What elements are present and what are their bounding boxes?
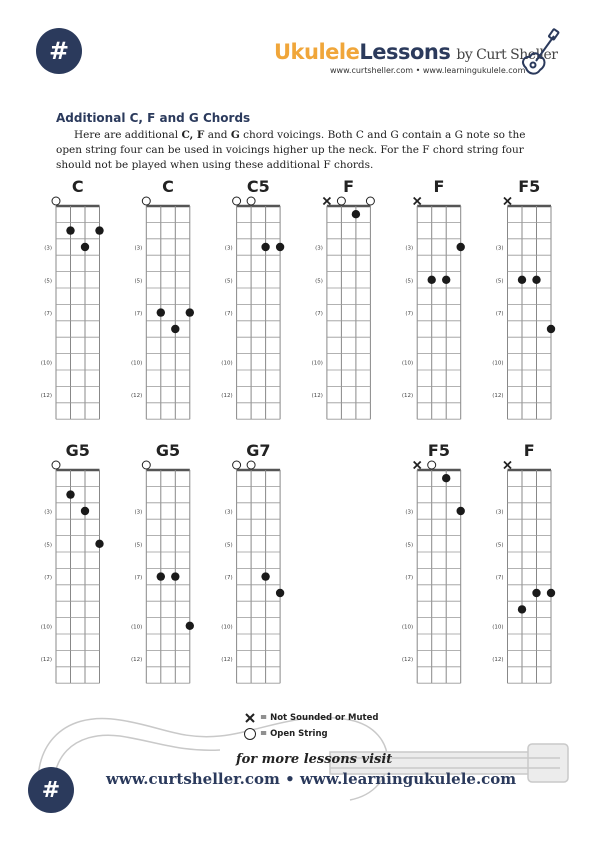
finger-dot [532, 276, 540, 284]
fret-number-label: (3) [405, 245, 414, 252]
finger-dot [261, 572, 269, 580]
finger-dot [457, 243, 465, 251]
fret-number-label: (5) [134, 278, 143, 285]
legend-open-row [242, 726, 378, 742]
fret-number-label: (10) [401, 624, 414, 631]
fret-number-label: (12) [401, 657, 414, 664]
intro-text-run: chord voicings. Both C and G contain a G note so the open string four can be used in voicings higher up the neck. For the F chord string four should not be played when using these additional F chords. [56, 129, 526, 171]
open-string-marker [233, 461, 241, 469]
open-string-marker [428, 461, 436, 469]
legend-muted-row [242, 710, 378, 726]
fret-number-label: (7) [224, 311, 233, 318]
finger-dot [95, 226, 103, 234]
finger-dot [81, 243, 89, 251]
fret-number-label: (10) [40, 360, 52, 367]
fret-number-label: (5) [224, 278, 233, 285]
open-string-marker [52, 461, 60, 469]
fret-number-label: (3) [224, 509, 233, 516]
fret-number-label: (7) [405, 311, 414, 318]
chord-diagram [131, 441, 194, 683]
fret-number-label: (10) [131, 360, 143, 367]
chord-diagram [492, 177, 555, 419]
fret-number-label: (7) [44, 575, 52, 582]
fret-number-label: (12) [492, 657, 504, 664]
finger-dot [171, 572, 179, 580]
fret-number-label: (7) [224, 575, 233, 582]
chord-diagram [402, 441, 465, 683]
chord-name: F5 [427, 441, 450, 460]
chord-name: G5 [65, 441, 90, 460]
open-string-marker [337, 197, 345, 205]
open-circle-icon [242, 727, 258, 741]
chord-name: F [523, 441, 535, 460]
ukulele-watermark-icon [0, 680, 595, 810]
legend [242, 710, 378, 742]
chord-name: G7 [246, 441, 271, 460]
intro-text-run: C, F [181, 129, 205, 141]
finger-dot [352, 210, 360, 218]
intro-text-run: and [204, 129, 231, 141]
fret-number-label: (5) [315, 278, 323, 285]
fret-number-label: (5) [495, 278, 504, 285]
open-string-marker [142, 197, 150, 205]
fret-number-label: (12) [131, 657, 143, 664]
open-string-marker [366, 197, 374, 205]
chord-name: F [433, 177, 445, 196]
chord-name: G5 [155, 441, 181, 460]
fret-number-label: (3) [44, 509, 52, 516]
fret-number-label: (3) [224, 245, 233, 252]
fret-number-label: (3) [495, 245, 504, 252]
open-string-marker [247, 197, 255, 205]
fret-number-label: (7) [134, 575, 143, 582]
intro-text-run: Here are additional [74, 129, 182, 141]
open-string-marker [233, 197, 241, 205]
fret-number-label: (7) [315, 311, 323, 318]
fret-number-label: (10) [311, 360, 323, 367]
fret-number-label: (12) [492, 393, 504, 400]
logo-websites: www.curtsheller.com • www.learningukulele.com [330, 66, 526, 75]
chord-diagram [221, 441, 284, 683]
chord-diagram [41, 177, 104, 419]
open-string-marker [247, 461, 255, 469]
finger-dot [261, 243, 269, 251]
finger-dot [276, 243, 284, 251]
chord-diagram [131, 177, 194, 419]
finger-dot [157, 572, 165, 580]
fret-number-label: (7) [44, 311, 52, 318]
fret-number-label: (10) [492, 624, 504, 631]
fret-number-label: (5) [405, 278, 414, 285]
fret-number-label: (10) [492, 360, 504, 367]
fret-number-label: (5) [44, 542, 52, 549]
footer-hashtag-badge [28, 767, 74, 813]
finger-dot [532, 589, 540, 597]
fret-number-label: (7) [405, 575, 414, 582]
more-lessons-text: for more lessons visit [236, 752, 393, 767]
finger-dot [81, 507, 89, 515]
fret-number-label: (12) [311, 393, 323, 400]
finger-dot [457, 507, 465, 515]
finger-dot [66, 226, 74, 234]
logo-lessons-word: Lessons [359, 40, 451, 64]
fret-number-label: (12) [401, 393, 414, 400]
fret-number-label: (12) [131, 393, 143, 400]
chord-diagram [221, 177, 284, 419]
fret-number-label: (3) [134, 509, 143, 516]
fret-number-label: (12) [40, 657, 52, 664]
footer-hashtag-icon: # [41, 777, 61, 803]
fret-number-label: (10) [221, 360, 233, 367]
chord-name: C5 [246, 177, 270, 196]
intro-text-run: G [230, 129, 240, 141]
finger-dot [442, 474, 450, 482]
fret-number-label: (3) [134, 245, 143, 252]
finger-dot [186, 622, 194, 630]
fret-number-label: (10) [401, 360, 414, 367]
open-string-marker [52, 197, 60, 205]
logo-author: by Curt Sheller [456, 47, 558, 63]
finger-dot [186, 308, 194, 316]
fret-number-label: (3) [44, 245, 52, 252]
x-mark-icon [242, 713, 258, 723]
finger-dot [428, 276, 436, 284]
fret-number-label: (5) [224, 542, 233, 549]
finger-dot [518, 605, 526, 613]
fret-number-label: (3) [495, 509, 504, 516]
legend-open-label: = Open String [260, 729, 328, 739]
fret-number-label: (5) [134, 542, 143, 549]
chord-name: C [162, 177, 174, 196]
fret-number-label: (5) [495, 542, 504, 549]
finger-dot [171, 325, 179, 333]
finger-dot [66, 490, 74, 498]
fret-number-label: (3) [315, 245, 323, 252]
fret-number-label: (12) [221, 657, 233, 664]
fret-number-label: (10) [131, 624, 143, 631]
open-string-marker [142, 461, 150, 469]
fret-number-label: (7) [495, 575, 504, 582]
hashtag-icon: # [48, 37, 70, 65]
chord-name: F5 [518, 177, 541, 196]
logo-ukulele-word: Ukulele [274, 40, 360, 64]
chord-name: F [343, 177, 355, 196]
finger-dot [547, 589, 555, 597]
finger-dot [442, 276, 450, 284]
legend-muted-label: = Not Sounded or Muted [260, 713, 379, 723]
chord-diagram [41, 441, 104, 683]
fret-number-label: (10) [221, 624, 233, 631]
footer-urls: www.curtsheller.com • www.learningukulele.com [106, 770, 517, 788]
fret-number-label: (12) [40, 393, 52, 400]
finger-dot [95, 540, 103, 548]
fret-number-label: (5) [405, 542, 414, 549]
chord-diagram [402, 177, 465, 419]
fret-number-label: (7) [495, 311, 504, 318]
finger-dot [276, 589, 284, 597]
chord-name: C [71, 177, 84, 196]
finger-dot [547, 325, 555, 333]
fret-number-label: (7) [134, 311, 143, 318]
section-heading: Additional C, F and G Chords [56, 111, 251, 125]
chord-diagram [492, 441, 555, 683]
finger-dot [157, 308, 165, 316]
fret-number-label: (12) [221, 393, 233, 400]
fret-number-label: (3) [405, 509, 414, 516]
chord-diagram [312, 177, 375, 419]
fret-number-label: (5) [44, 278, 52, 285]
finger-dot [518, 276, 526, 284]
fret-number-label: (10) [40, 624, 52, 631]
